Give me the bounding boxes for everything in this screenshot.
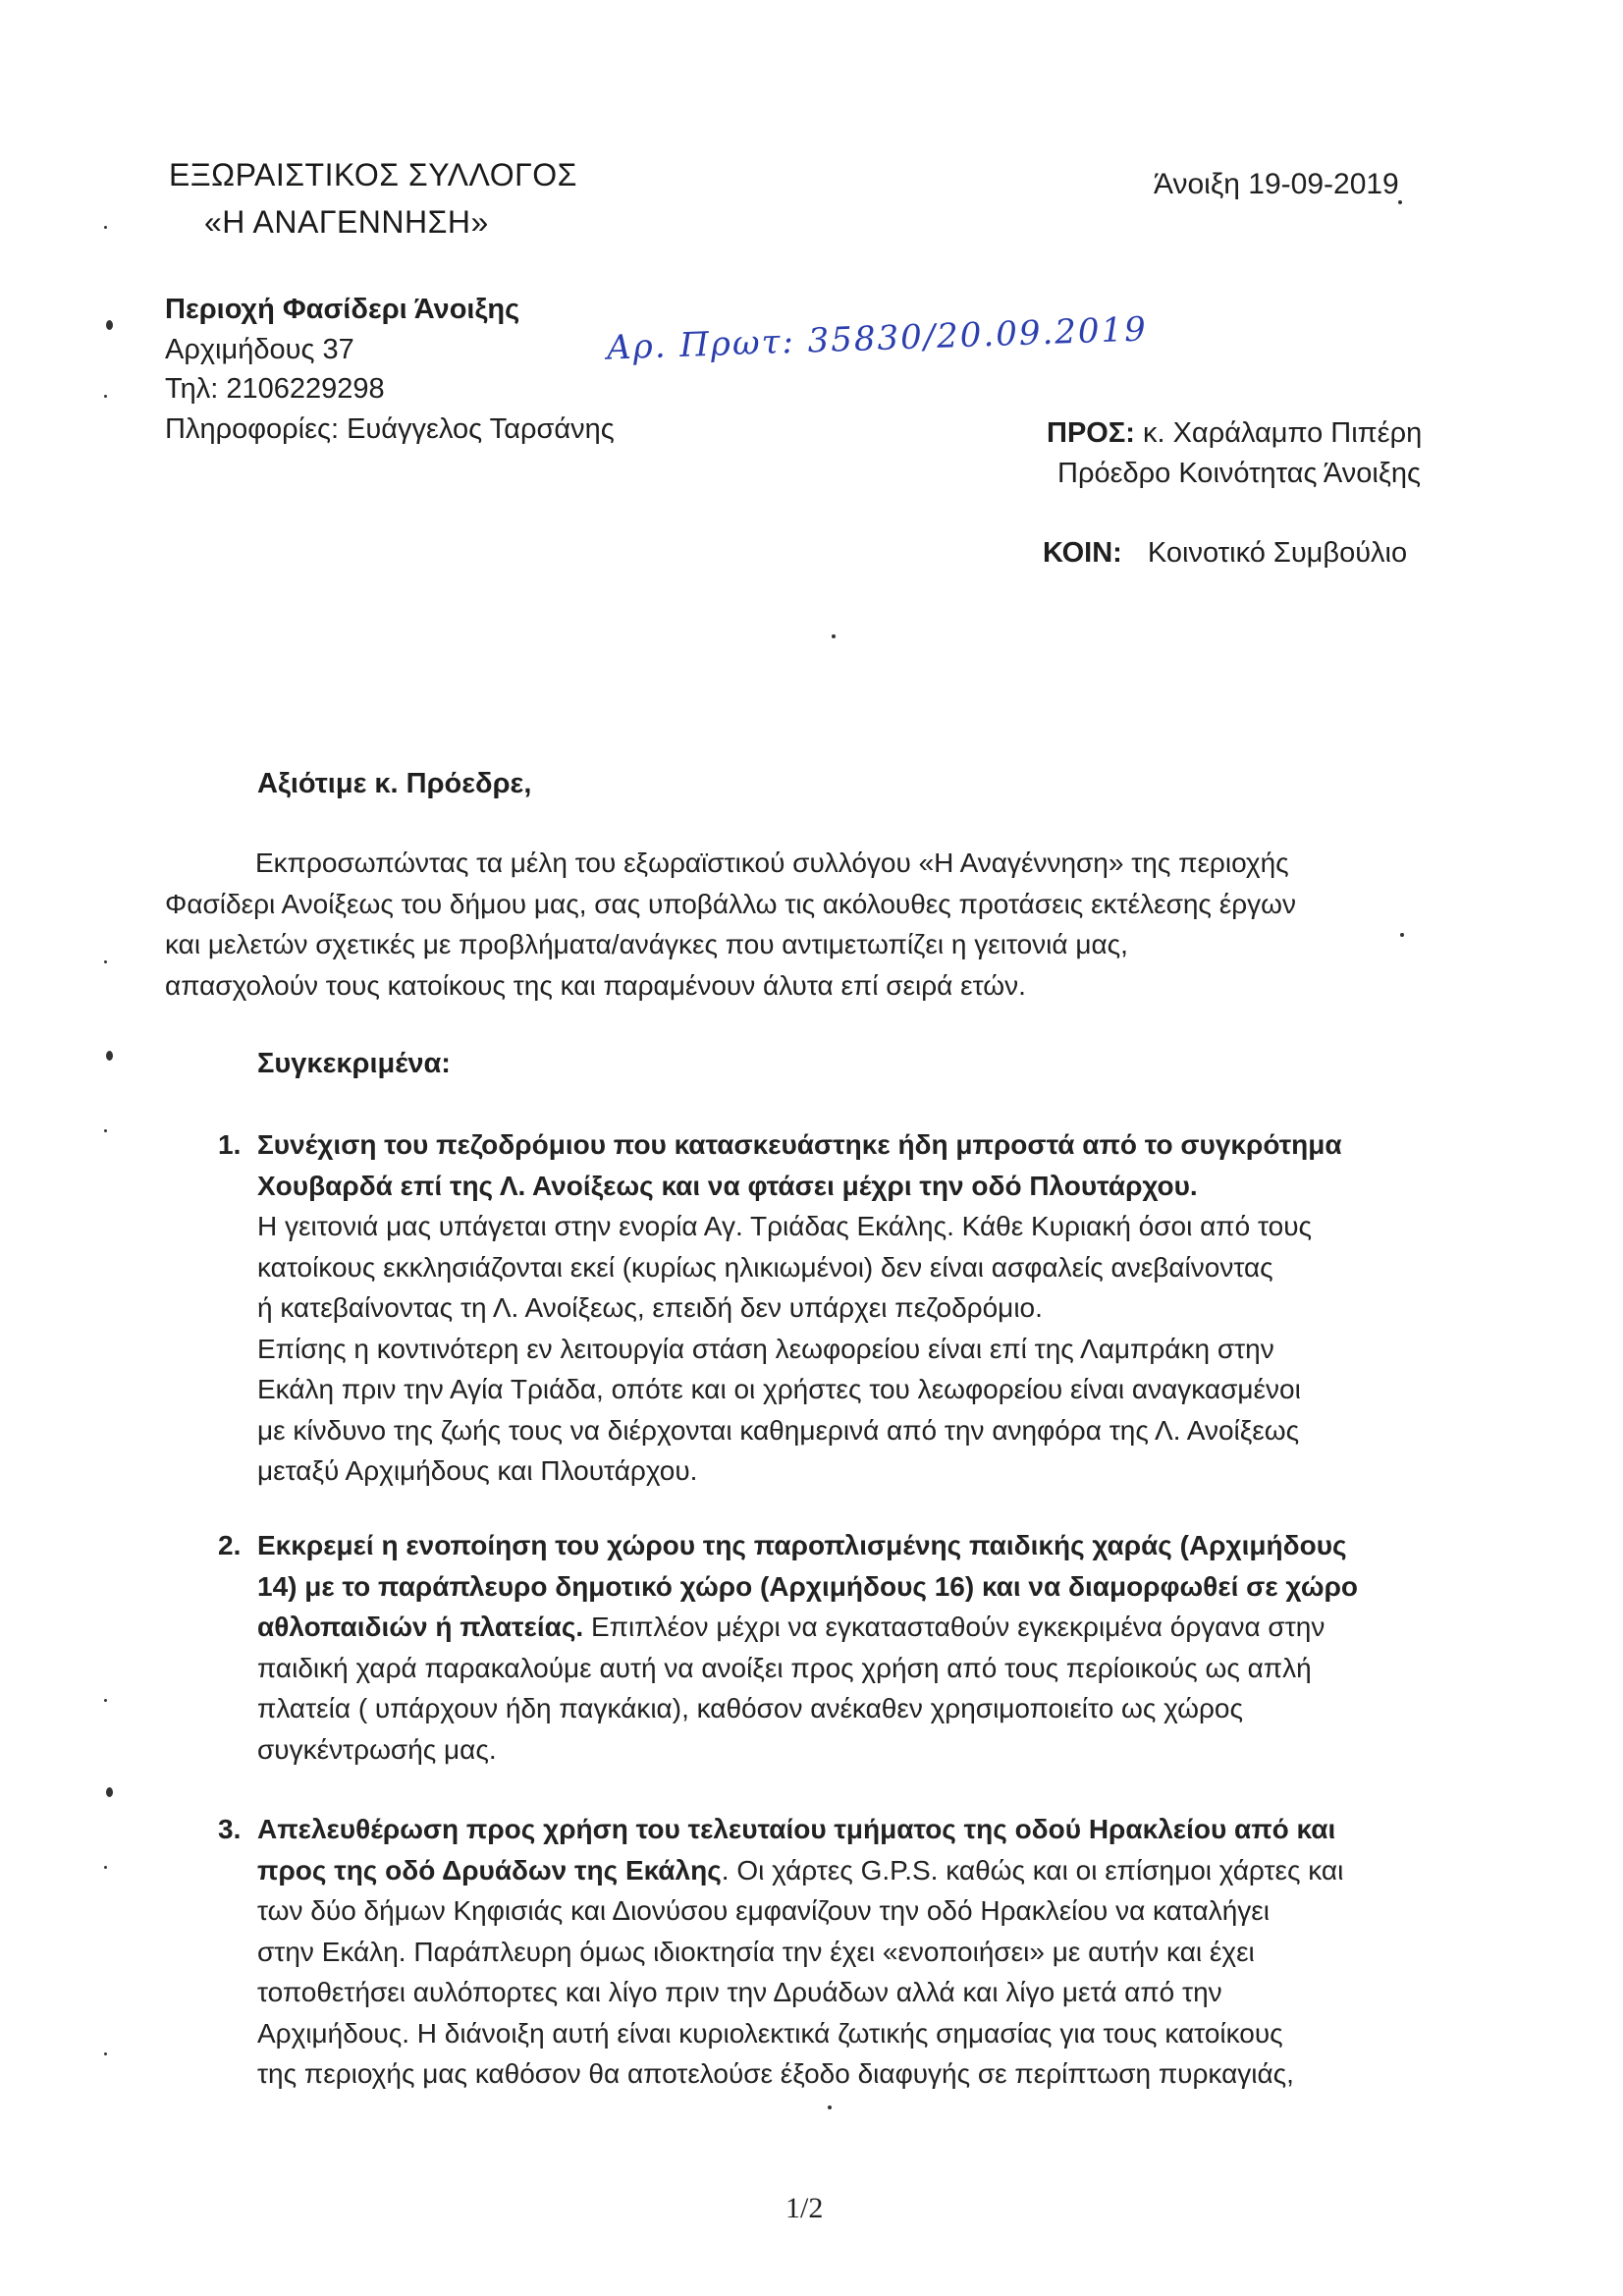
- cc-label: ΚΟΙΝ:: [1043, 537, 1122, 569]
- org-name: ΕΞΩΡΑΙΣΤΙΚΟΣ ΣΥΛΛΟΓΟΣ: [169, 157, 577, 192]
- item-line: 14) με το παράπλευρο δημοτικό χώρο (Αρχιμήδους 16) και να διαμορφωθεί σε χώρο: [257, 1570, 1358, 1602]
- scan-speck: [1398, 200, 1402, 204]
- to-block: [1047, 413, 1422, 453]
- item-line: Εκάλη πριν την Αγία Τριάδα, οπότε και οι χρήστες του λεωφορείου είναι αναγκασμένοι: [257, 1374, 1301, 1404]
- address-line: Αρχιμήδους 37: [165, 334, 354, 365]
- scan-speck: [104, 226, 107, 229]
- area-line: Περιοχή Φασίδερι Άνοιξης: [165, 294, 520, 325]
- item-line: συγκέντρωσής μας.: [257, 1733, 497, 1765]
- item-line: αθλοπαιδιών ή πλατείας. Επιπλέον μέχρι να εγκατασταθούν εγκεκριμένα όργανα στην: [257, 1612, 1325, 1642]
- scan-speck: [104, 1699, 107, 1702]
- scan-speck: [104, 2052, 107, 2055]
- item-line: τοποθετήσει αυλόπορτες και λίγο πριν την Δρυάδων αλλά και λίγο μετά από την: [257, 1977, 1222, 2007]
- item-line: με κίνδυνο της ζωής τους να διέρχονται καθημερινά από την ανηφόρα της Λ. Ανοίξεως: [257, 1414, 1300, 1446]
- scan-speck: [1400, 933, 1404, 937]
- scan-speck: [832, 634, 836, 638]
- scan-speck: [104, 1866, 107, 1869]
- scan-speck: [104, 395, 107, 398]
- item-line: στην Εκάλη. Παράπλευρη όμως ιδιοκτησία την έχει «ενοποιήσει» με αυτήν και έχει: [257, 1936, 1255, 1967]
- phone-line: Τηλ: 2106229298: [165, 373, 385, 405]
- scan-speck: [828, 2105, 832, 2109]
- item-number: 1.: [218, 1129, 242, 1160]
- protocol-number-handwritten: Αρ. Πρωτ: 35830/20.09.2019: [606, 309, 1149, 368]
- item-line: Η γειτονιά μας υπάγεται στην ενορία Αγ. Τριάδας Εκάλης. Κάθε Κυριακή όσοι από τους: [257, 1211, 1313, 1241]
- item-line: των δύο δήμων Κηφισιάς και Διονύσου εμφανίζουν την οδό Ηρακλείου να καταλήγει: [257, 1895, 1271, 1926]
- specifically-heading: Συγκεκριμένα:: [257, 1048, 451, 1079]
- page-number: 1/2: [785, 2192, 824, 2224]
- item-line: προς της οδό Δρυάδων της Εκάλης. Οι χάρτες G.P.S. καθώς και οι επίσημοι χάρτες και: [257, 1854, 1344, 1886]
- item-line: Απελευθέρωση προς χρήση του τελευταίου τμήματος της οδού Ηρακλείου από και: [257, 1814, 1336, 1844]
- intro-line: απασχολούν τους κατοίκους της και παραμένουν άλυτα επί σειρά ετών.: [165, 969, 1026, 1001]
- scan-speck: [106, 1787, 113, 1797]
- item-line: Χουβαρδά επί της Λ. Ανοίξεως και να φτάσει μέχρι την οδό Πλουτάρχου.: [257, 1170, 1198, 1201]
- intro-line: και μελετών σχετικές με προβλήματα/ανάγκες που αντιμετωπίζει η γειτονιά μας,: [165, 929, 1128, 959]
- letter-date: Άνοιξη 19-09-2019: [1154, 168, 1399, 200]
- scan-speck: [106, 320, 113, 330]
- item-line: μεταξύ Αρχιμήδους και Πλουτάρχου.: [257, 1455, 698, 1486]
- item-line: κατοίκους εκκλησιάζονται εκεί (κυρίως ηλικιωμένοι) δεν είναι ασφαλείς ανεβαίνοντας: [257, 1251, 1273, 1283]
- item-line: Εκκρεμεί η ενοποίηση του χώρου της παροπλισμένης παιδικής χαράς (Αρχιμήδους: [257, 1530, 1347, 1560]
- to-title: Πρόεδρο Κοινότητας Άνοιξης: [1057, 458, 1421, 489]
- item-2-text: [257, 1525, 1504, 1770]
- salutation: Αξιότιμε κ. Πρόεδρε,: [257, 768, 532, 799]
- item-line: πλατεία ( υπάρχουν ήδη παγκάκια), καθόσον ανέκαθεν χρησιμοποιείτο ως χώρος: [257, 1693, 1243, 1723]
- intro-line: Φασίδερι Ανοίξεως του δήμου μας, σας υποβάλλω τις ακόλουθες προτάσεις εκτέλεσης έργων: [165, 888, 1296, 919]
- item-number: 2.: [218, 1530, 242, 1560]
- info-line: Πληροφορίες: Ευάγγελος Ταρσάνης: [165, 413, 615, 445]
- item-line: ή κατεβαίνοντας τη Λ. Ανοίξεως, επειδή δεν υπάρχει πεζοδρόμιο.: [257, 1292, 1043, 1323]
- scan-speck: [104, 1129, 107, 1132]
- item-line: Επίσης η κοντινότερη εν λειτουργία στάση λεωφορείου είναι επί της Λαμπράκη στην: [257, 1333, 1274, 1364]
- item-line: της περιοχής μας καθόσον θα αποτελούσε έξοδο διαφυγής σε περίπτωση πυρκαγιάς,: [257, 2058, 1294, 2089]
- to-label: ΠΡΟΣ:: [1047, 417, 1135, 449]
- item-number: 3.: [218, 1814, 242, 1844]
- cc-block: [1043, 533, 1407, 573]
- scan-speck: [106, 1051, 113, 1061]
- to-name: κ. Χαράλαμπο Πιπέρη: [1142, 417, 1423, 449]
- intro-paragraph: [165, 843, 1471, 1006]
- intro-line: Εκπροσωπώντας τα μέλη του εξωραϊστικού συλλόγου «Η Αναγέννηση» της περιοχής: [255, 847, 1289, 878]
- item-3-text: [257, 1809, 1504, 2095]
- cc-name: Κοινοτικό Συμβούλιο: [1147, 537, 1408, 569]
- org-subtitle: «Η ΑΝΑΓΕΝΝΗΣΗ»: [204, 204, 489, 240]
- item-line: Συνέχιση του πεζοδρόμιου που κατασκευάστηκε ήδη μπροστά από το συγκρότημα: [257, 1129, 1342, 1160]
- item-line: παιδική χαρά παρακαλούμε αυτή να ανοίξει προς χρήση από τους περίοικούς ως απλή: [257, 1652, 1312, 1683]
- item-1-text: [257, 1124, 1504, 1492]
- scan-speck: [104, 960, 107, 963]
- item-line: Αρχιμήδους. Η διάνοιξη αυτή είναι κυριολεκτικά ζωτικής σημασίας για τους κατοίκους: [257, 2017, 1283, 2049]
